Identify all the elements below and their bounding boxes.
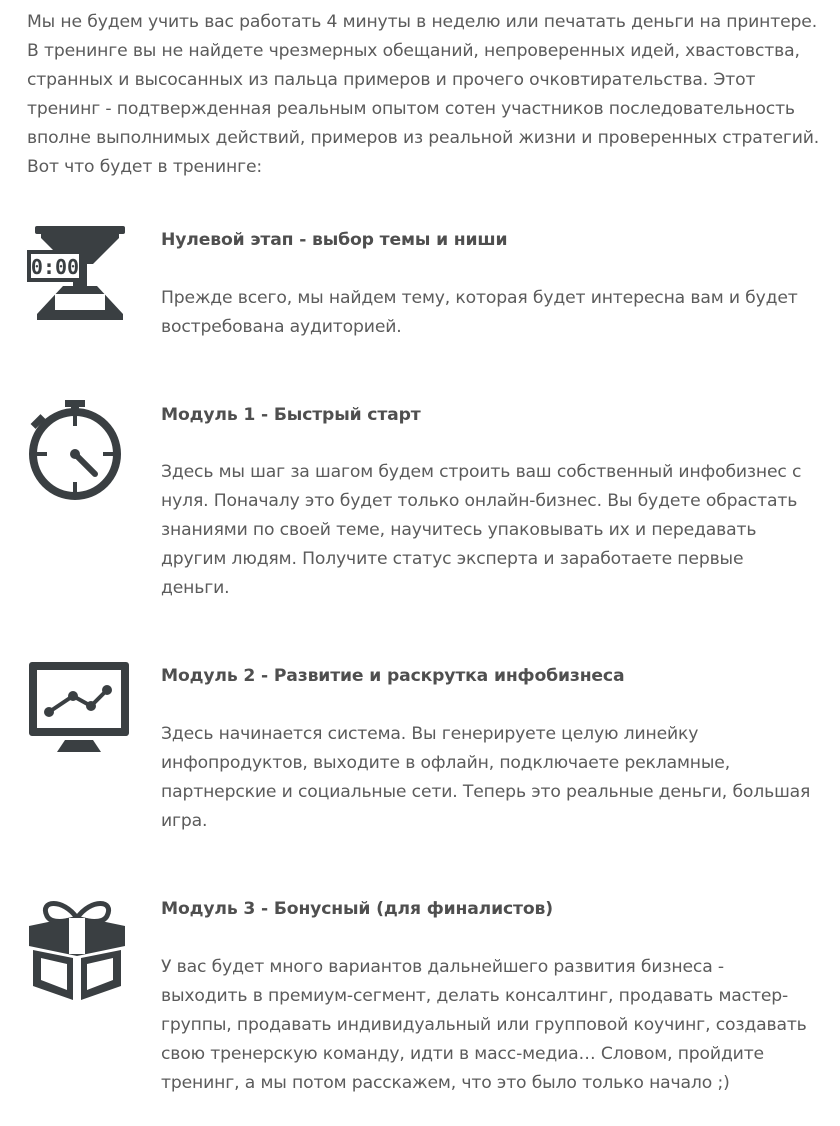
module-title: Нулевой этап - выбор темы и ниши (161, 230, 508, 250)
module-title: Модуль 3 - Бонусный (для финалистов) (161, 899, 553, 919)
monitor-chart-icon (27, 660, 131, 764)
intro-paragraph: Мы не будем учить вас работать 4 минуты в неделю или печатать деньги на принтере. В тренинге вы не найдете чрезмерных обещаний, непроверенных идей, хвастовства, странных и высосанных из пальца примеров и прочего очковтирательства. Этот тренинг - подтвержденная реальным опытом сотен участников последовательность вполне выполнимых действий, примеров из реальной жизни и проверенных стратегий. Вот что будет в тренинге: (27, 12, 820, 177)
module-description: Здесь начинается система. Вы генерируете целую линейку инфопродуктов, выходите в офлайн, подключаете рекламные, партнерские и социальные сети. Теперь это реальные деньги, большая игра. (161, 724, 811, 831)
module-title: Модуль 2 - Развитие и раскрутка инфобизнеса (161, 666, 625, 686)
stopwatch-icon (27, 398, 131, 502)
timer-display-text: 0:00 (30, 255, 80, 279)
module-description: У вас будет много вариантов дальнейшего развития бизнеса - выходить в премиум-сегмент, делать консалтинг, продавать мастер-группы, продавать индивидуальный или групповой коучинг, создавать свою тренерскую команду, идти в масс-медиа… Словом, пройдите тренинг, а мы потом расскажем, что это было только начало ;) (161, 957, 807, 1093)
hourglass-timer-icon (27, 224, 131, 328)
gift-box-icon (27, 892, 131, 996)
module-description: Прежде всего, мы найдем тему, которая будет интересна вам и будет востребована аудиторией. (161, 288, 798, 337)
module-title: Модуль 1 - Быстрый старт (161, 405, 421, 425)
module-description: Здесь мы шаг за шагом будем строить ваш собственный инфобизнес с нуля. Поначалу это будет только онлайн-бизнес. Вы будете обрастать знаниями по своей теме, научитесь упаковывать их и передавать другим людям. Получите статус эксперта и заработаете первые деньги. (161, 462, 802, 598)
